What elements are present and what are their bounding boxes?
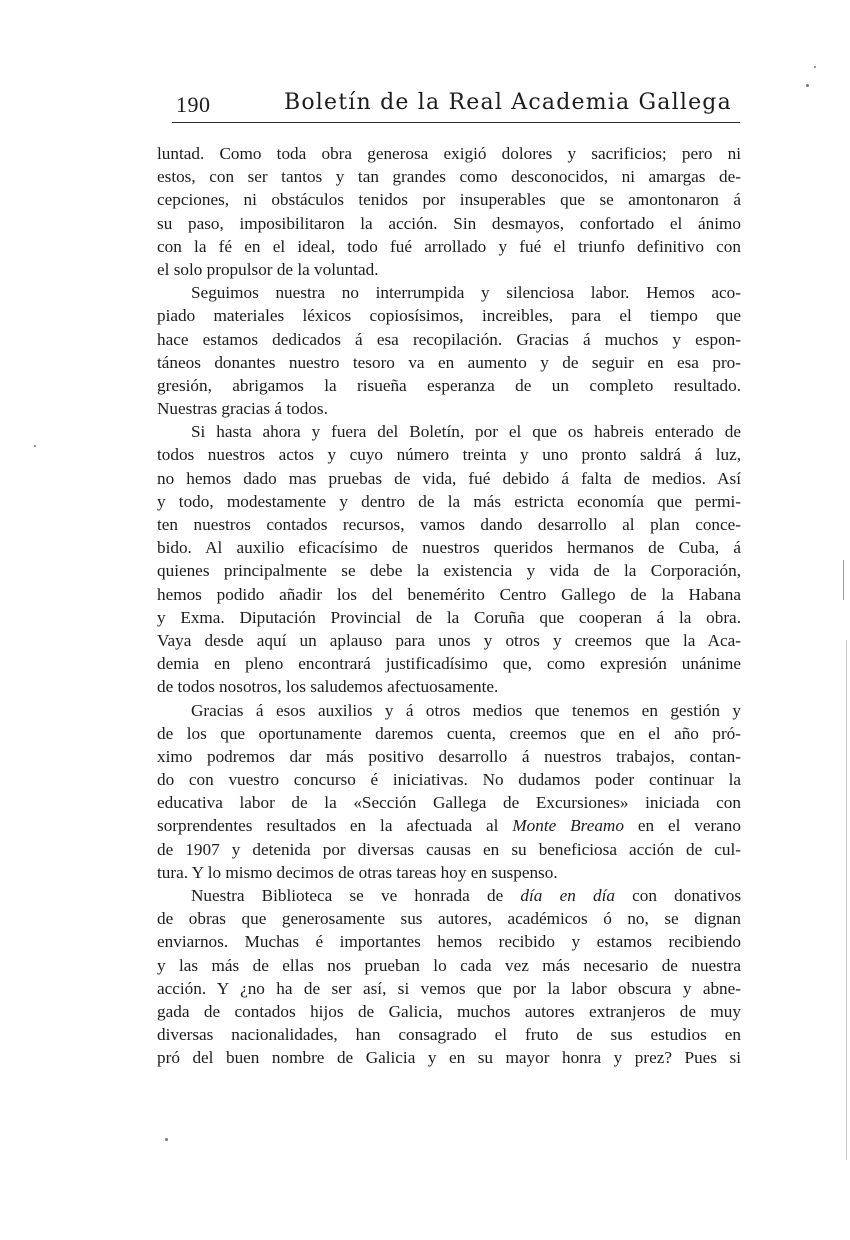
scan-edge-mark — [843, 560, 844, 600]
text-line: y las más de ellas nos prueban lo cada vez más necesario de nuestra — [157, 955, 741, 975]
text-line: bido. Al auxilio eficacísimo de nuestros queridos hermanos de Cuba, á — [157, 538, 741, 558]
text-line: todos nuestros actos y cuyo número treinta y uno pronto saldrá á luz, — [157, 445, 741, 465]
paragraph-4 — [157, 699, 741, 885]
scan-edge-mark — [846, 640, 847, 1160]
text-line-with-italic — [157, 884, 741, 907]
text-line: el solo propulsor de la voluntad. — [157, 259, 379, 279]
text-line: enviarnos. Muchas é importantes hemos recibido y estamos recibiendo — [157, 932, 741, 952]
body-text — [157, 142, 741, 1070]
text-line: pró del buen nombre de Galicia y en su mayor honra y prez? Pues si — [157, 1048, 741, 1068]
text-line: demia en pleno encontrará justificadísimo que, como expresión unánime — [157, 654, 741, 674]
text-line: ximo podremos dar más positivo desarrollo á nuestros trabajos, contan- — [157, 746, 741, 766]
text-line: gresión, abrigamos la risueña esperanza de un completo resultado. — [157, 375, 741, 395]
text-line: piado materiales léxicos copiosísimos, increibles, para el tiempo que — [157, 306, 741, 326]
header-rule — [172, 122, 740, 123]
line-segment: con donativos — [632, 886, 742, 905]
scan-speck — [814, 66, 816, 68]
text-line: hace estamos dedicados á esa recopilación. Gracias á muchos y espon- — [157, 329, 741, 349]
line-segment: sorprendentes resultados en la afectuada al — [157, 816, 499, 836]
text-line: Seguimos nuestra no interrumpida y silenciosa labor. Hemos aco- — [191, 283, 741, 303]
text-line: de 1907 y detenida por diversas causas en su beneficiosa acción de cul- — [157, 839, 741, 859]
text-line: do con vuestro concurso é iniciativas. No dudamos poder continuar la — [157, 770, 741, 790]
paragraph-5 — [157, 884, 741, 1070]
page-number: 190 — [176, 92, 211, 117]
text-line: Nuestras gracias á todos. — [157, 399, 328, 419]
text-line: educativa labor de la «Sección Gallega de Excursiones» iniciada con — [157, 793, 741, 813]
text-line: con la fé en el ideal, todo fué arrollado y fué el triunfo definitivo con — [157, 236, 741, 256]
text-line: ten nuestros contados recursos, vamos dando desarrollo al plan conce- — [157, 515, 741, 534]
text-line: de los que oportunamente daremos cuenta, creemos que en el año pró- — [157, 723, 741, 743]
text-line: hemos podido añadir los del benemérito Centro Gallego de la Habana — [157, 584, 741, 604]
paragraph-1 — [157, 142, 741, 281]
italic-place-name: Monte Breamo — [512, 816, 624, 836]
scan-speck — [806, 84, 809, 87]
text-line: y Exma. Diputación Provincial de la Coruña que cooperan á la obra. — [157, 607, 741, 627]
line-segment: Nuestra Biblioteca se ve honrada de — [191, 886, 504, 905]
text-line-with-italic — [157, 814, 741, 837]
text-line: de obras que generosamente sus autores, académicos ó no, se dignan — [157, 909, 741, 929]
scan-speck — [34, 445, 36, 447]
text-line: gada de contados hijos de Galicia, muchos autores extranjeros de muy — [157, 1001, 741, 1021]
text-line: diversas nacionalidades, han consagrado el fruto de sus estudios en — [157, 1025, 741, 1045]
text-line: luntad. Como toda obra generosa exigió dolores y sacrificios; pero ni — [157, 144, 741, 163]
text-line: quienes principalmente se debe la existencia y vida de la Corporación, — [157, 561, 741, 581]
text-line: tura. Y lo mismo decimos de otras tareas hoy en suspenso. — [157, 862, 558, 882]
text-line: táneos donantes nuestro tesoro va en aumento y de seguir en esa pro- — [157, 352, 741, 372]
text-line: cepciones, ni obstáculos tenidos por insuperables que se amontonaron á — [157, 190, 741, 210]
page-header — [168, 86, 740, 122]
scan-speck — [165, 1138, 168, 1141]
running-title: Boletín de la Real Academia Gallega — [284, 90, 732, 115]
text-line: de todos nosotros, los saludemos afectuosamente. — [157, 677, 499, 697]
text-line: Gracias á esos auxilios y á otros medios que tenemos en gestión y — [191, 700, 741, 720]
line-segment: en el verano — [637, 816, 741, 836]
text-line: su paso, imposibilitaron la acción. Sin desmayos, confortado el ánimo — [157, 213, 741, 233]
text-line: acción. Y ¿no ha de ser así, si vemos que por la labor obscura y abne- — [157, 978, 741, 998]
paragraph-3 — [157, 420, 741, 698]
text-line: y todo, modestamente y dentro de la más estricta economía que permi- — [157, 491, 741, 511]
italic-phrase: día en día — [520, 886, 615, 905]
text-line: no hemos dado mas pruebas de vida, fué debido á falta de medios. Así — [157, 468, 741, 488]
text-line: Si hasta ahora y fuera del Boletín, por el que os habreis enterado de — [191, 422, 741, 442]
text-line: estos, con ser tantos y tan grandes como desconocidos, ni amargas de- — [157, 167, 741, 187]
text-line: Vaya desde aquí un aplauso para unos y otros y creemos que la Aca- — [157, 630, 741, 650]
paragraph-2 — [157, 281, 741, 420]
